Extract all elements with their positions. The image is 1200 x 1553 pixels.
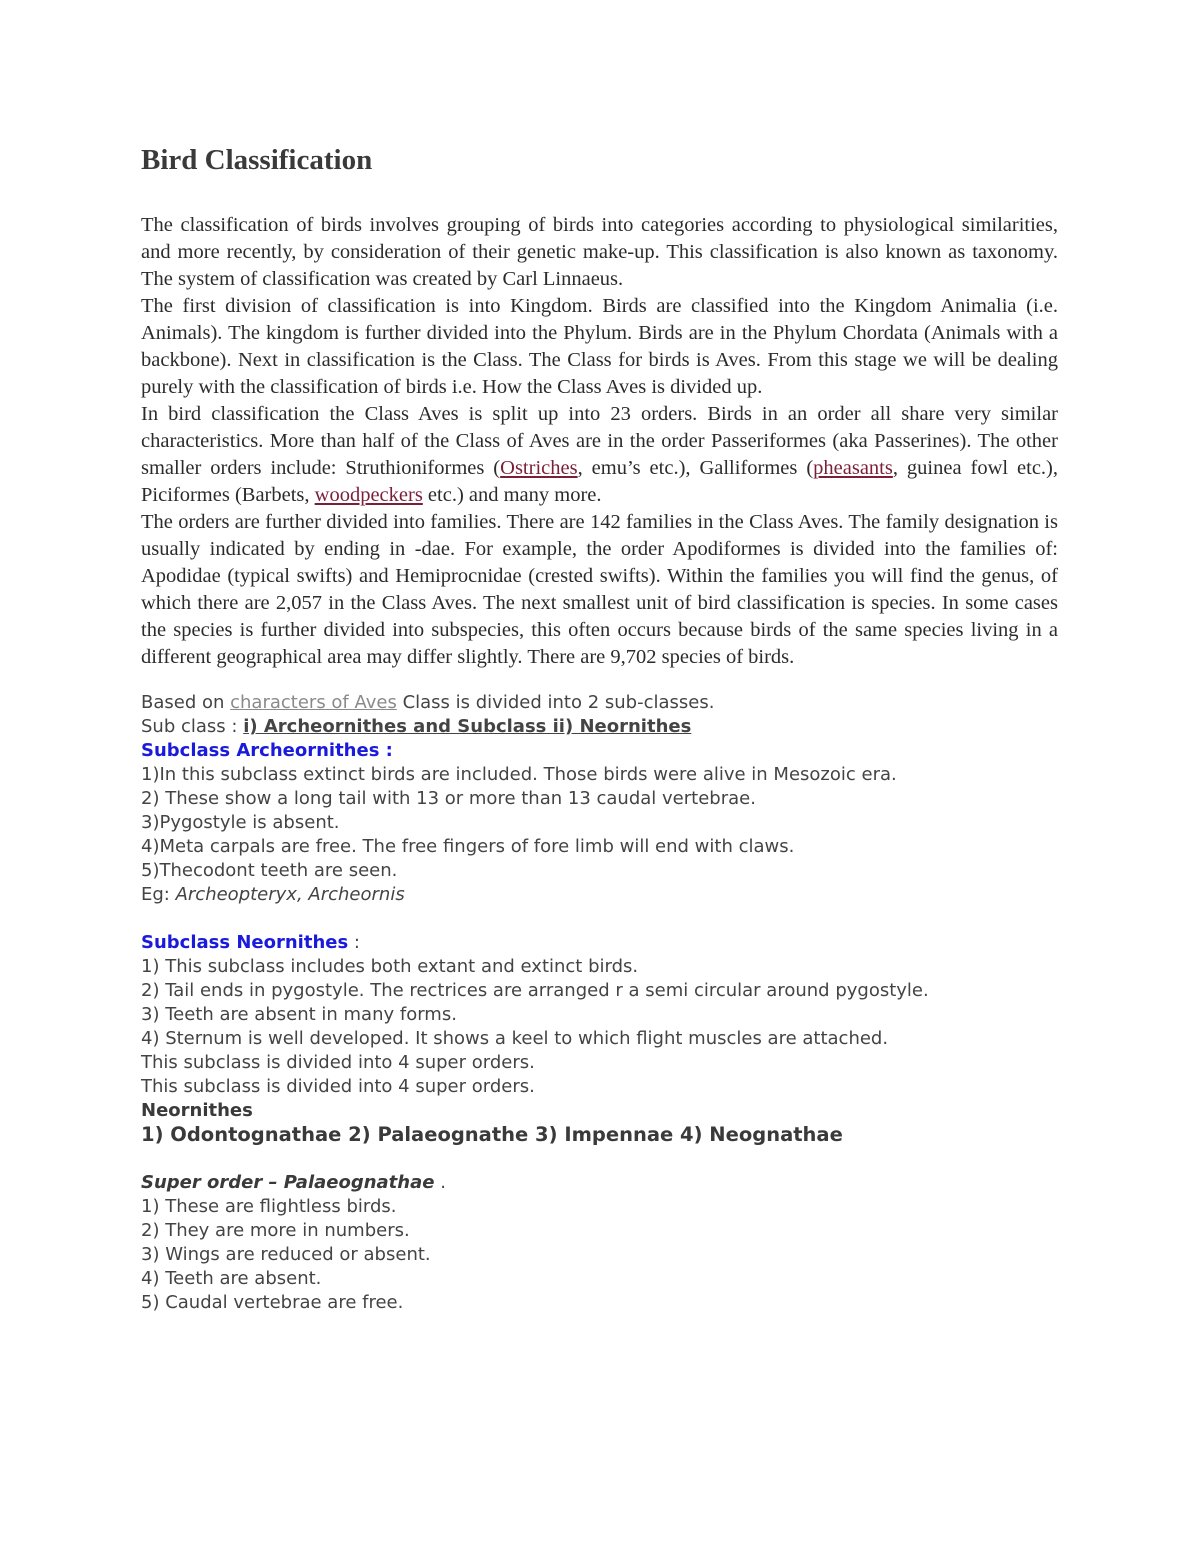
list-item: 2) These show a long tail with 13 or more than 13 caudal vertebrae. [141, 788, 756, 809]
list-item: 4)Meta carpals are free. The free fingers of fore limb will end with claws. [141, 836, 795, 857]
paragraph-3-text: , emu’s etc.), Galliformes ( [577, 457, 814, 479]
sub-class-line [141, 715, 1058, 739]
based-on-text: Based on [141, 692, 231, 713]
example-line [141, 883, 1058, 907]
list-item: 3)Pygostyle is absent. [141, 812, 340, 833]
pheasants-link[interactable]: pheasants [813, 457, 893, 479]
palaeognathae-heading: Super order – Palaeognathae [141, 1172, 435, 1193]
super-orders-list: 1) Odontognathae 2) Palaeognathe 3) Impennae 4) Neognathae [141, 1123, 843, 1146]
palaeognathae-heading-line [141, 1171, 1058, 1195]
paragraph-3 [141, 401, 1058, 509]
intro-text [141, 212, 1058, 671]
paragraph-2: The first division of classification is into Kingdom. Birds are classified into the Kingdom Animalia (i.e. Animals). The kingdom is further divided into the Phylum. Birds are in the Phylum Chordata (Animals with a backbone). Next in classification is the Class. The Class for birds is Aves. From this stage we will be dealing purely with the classification of birds i.e. How the Class Aves is divided up. [141, 295, 1058, 398]
document-page [141, 140, 1058, 1315]
sub-class-names: i) Archeornithes and Subclass ii) Neornithes [243, 716, 692, 737]
archeornithes-heading: Subclass Archeornithes : [141, 740, 393, 761]
neornithes-heading-line [141, 931, 1058, 955]
list-item: 5) Caudal vertebrae are free. [141, 1292, 404, 1313]
woodpeckers-link[interactable]: woodpeckers [314, 484, 423, 506]
example-value: Archeopteryx, Archeornis [175, 884, 405, 905]
paragraph-3-text: etc.) and many more. [422, 484, 602, 506]
paragraph-1: The classification of birds involves grouping of birds into categories according to physiological similarities, and more recently, by consideration of their genetic make-up. This classification is also known as taxonomy. The system of classification was created by Carl Linnaeus. [141, 214, 1058, 290]
paragraph-4: The orders are further divided into families. There are 142 families in the Class Aves. The family designation is usually indicated by ending in -dae. For example, the order Apodiformes is divided into the families of: Apodidae (typical swifts) and Hemiprocnidae (crested swifts). Within the families you will find the genus, of which there are 2,057 in the Class Aves. The next smallest unit of bird classification is species. In some cases the species is further divided into subspecies, this often occurs because birds of the same species living in a different geographical area may differ slightly. There are 9,702 species of birds. [141, 511, 1058, 668]
list-item: This subclass is divided into 4 super orders. [141, 1076, 535, 1097]
characters-of-aves-link[interactable]: characters of Aves [230, 692, 397, 713]
neornithes-label: Neornithes [141, 1100, 253, 1121]
list-item: 3) Teeth are absent in many forms. [141, 1004, 457, 1025]
ostriches-link[interactable]: Ostriches [500, 457, 578, 479]
sub-class-label: Sub class : [141, 716, 244, 737]
list-item: This subclass is divided into 4 super orders. [141, 1052, 535, 1073]
list-item: 3) Wings are reduced or absent. [141, 1244, 431, 1265]
list-item: 5)Thecodont teeth are seen. [141, 860, 398, 881]
subclass-section [141, 691, 1058, 1315]
example-label: Eg: [141, 884, 176, 905]
list-item: 2) They are more in numbers. [141, 1220, 410, 1241]
paragraph-3-text: In bird classification the Class Aves is split up into 23 orders. Birds in an order all share very similar characteristics. More than half of the Class of Aves are in the order Passeriformes (aka Passerines). The other smaller orders include: Struthioniformes ( [141, 403, 1058, 479]
list-item: 1) This subclass includes both extant and extinct birds. [141, 956, 639, 977]
list-item: 1) These are flightless birds. [141, 1196, 397, 1217]
neornithes-heading: Subclass Neornithes [141, 932, 349, 953]
list-item: 4) Sternum is well developed. It shows a keel to which flight muscles are attached. [141, 1028, 889, 1049]
paragraph-3-text: , guinea fowl etc.), Piciformes (Barbets, [141, 457, 1058, 506]
page-title: Bird Classification [141, 144, 373, 176]
heading-dot: . [434, 1172, 446, 1193]
heading-colon: : [348, 932, 360, 953]
list-item: 2) Tail ends in pygostyle. The rectrices are arranged r a semi circular around pygostyle. [141, 980, 929, 1001]
based-on-text: Class is divided into 2 sub-classes. [396, 692, 715, 713]
based-on-line [141, 691, 1058, 715]
list-item: 1)In this subclass extinct birds are included. Those birds were alive in Mesozoic era. [141, 764, 897, 785]
list-item: 4) Teeth are absent. [141, 1268, 322, 1289]
